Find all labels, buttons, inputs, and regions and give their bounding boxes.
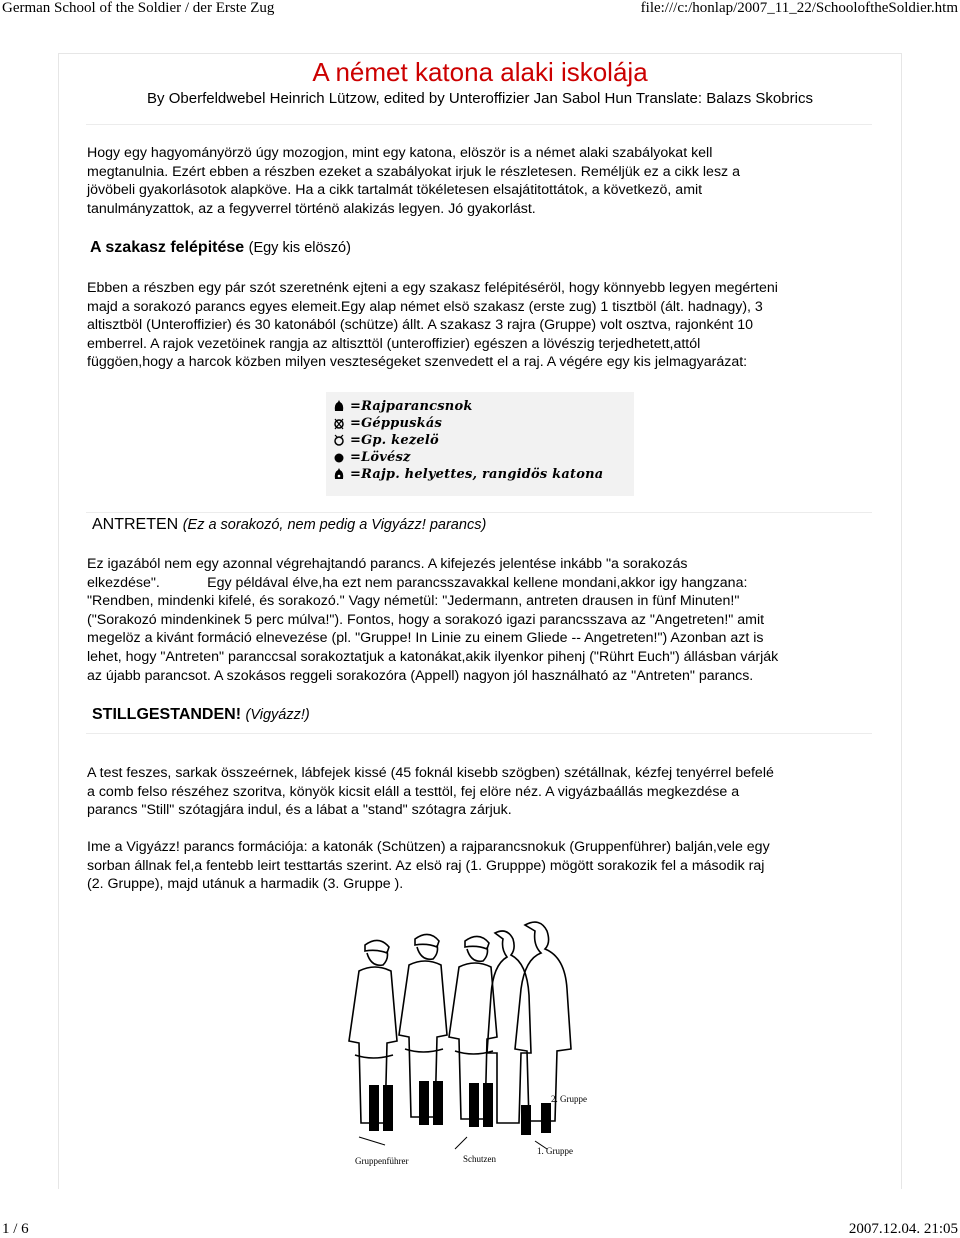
heading-text: STILLGESTANDEN! — [92, 706, 242, 723]
text-line: Hogy egy hagyományörzö úgy mozogjon, mint egy katona, elöször is a német alaki szabályokat kell — [87, 145, 713, 161]
legend-item — [332, 432, 439, 448]
squad-leader-icon — [332, 399, 346, 413]
legend-label: =Rajp. helyettes, rangidös katona — [350, 466, 604, 482]
antreten-paragraph — [87, 555, 873, 685]
text-line: elkezdése". Egy példával élve,ha ezt nem parancsszavakkal kellene mondani,akkor igy hangzana: — [87, 574, 748, 591]
divider — [86, 512, 872, 513]
text-line: megelöz a kivánt formáció elnevezése (pl. "Gruppe! In Linie zu einem Gliede -- Angetreten!") Azonban azt is — [87, 630, 764, 647]
machine-gunner-icon — [332, 416, 346, 430]
text-line: az újabb parancsot. A szokásos reggeli sorakozóra (Appell) nagyon jól használható az "Antreten" parancs. — [87, 667, 754, 684]
print-header — [0, 0, 960, 20]
heading-text: A szakasz felépitése — [90, 239, 245, 256]
intro-paragraph — [87, 144, 873, 218]
text-line: emberrel. A rajok vezetöinek rangja az altiszttöl (unteroffizier) egészen a lövészig terjedhetett,attól — [87, 335, 701, 352]
divider — [86, 733, 872, 734]
legend-label: =Géppuskás — [350, 415, 442, 431]
text-line: függöen,hogy a harcok közben milyen veszteségeket szenvedett el a raj. A végére egy kis jelmagyarázat: — [87, 354, 748, 371]
text-line: Ebben a részben egy pár szót szeretnénk ejteni a egy szakasz felépitéséröl, hogy könnyebb legyen megérteni — [87, 280, 778, 296]
text-line: lehet, hogy "Antreten" paranccsal sorakoztatjuk a katonákat,akik ilyenkor pihenj ("Rührt Euch") állásban várják — [87, 648, 779, 665]
platoon-paragraph — [87, 279, 873, 372]
rifleman-icon — [332, 450, 346, 464]
stillgestanden-paragraph — [87, 764, 873, 820]
print-url: file:///c:/honlap/2007_11_22/SchooloftheSoldier.htm — [640, 0, 958, 16]
group2-label: 2. Gruppe — [551, 1094, 587, 1104]
legend-item — [332, 398, 473, 414]
text-line: Ime a Vigyázz! parancs formációja: a katonák (Schützen) a rajparancsnokuk (Gruppenführer) balján,vele egy — [87, 839, 770, 855]
print-title: German School of the Soldier / der Erste Zug — [2, 0, 275, 16]
legend-item — [332, 466, 603, 482]
page-number: 1 / 6 — [2, 1221, 29, 1237]
section-heading-stillgestanden — [92, 705, 310, 725]
formation-illustration — [345, 905, 595, 1170]
text-line: megtanulnia. Ezért ebben a részben ezeket a szabályokat irjuk le részletesen. Reméljük ez a cikk lesz a — [87, 163, 740, 180]
heading-note: (Ez a sorakozó, nem pedig a Vigyázz! parancs) — [182, 517, 487, 533]
heading-note: (Vigyázz!) — [245, 707, 310, 723]
text-line: Ez igazából nem egy azonnal végrehajtandó parancs. A kifejezés jelentése inkább "a sorakozás — [87, 556, 688, 572]
text-line: a comb felso részéhez szoritva, könyök kicsit eláll a testtöl, fej elöre néz. A vigyázbaállás megkezdése a — [87, 783, 740, 800]
legend-item — [332, 415, 442, 431]
legend-label: =Lövész — [350, 449, 411, 465]
symbol-legend — [326, 392, 634, 496]
byline: By Oberfeldwebel Heinrich Lützow, edited by Unteroffizier Jan Sabol Hun Translate: Balazs Skobrics — [147, 90, 813, 107]
text-line: parancs "Still" szótagjára indul, és a lábat a "stand" szótagra zárjuk. — [87, 802, 512, 819]
print-footer — [0, 1221, 960, 1238]
heading-text: ANTRETEN — [92, 516, 179, 533]
text-line: jövöbeli gyakorlásotok alapköve. Ha a cikk tartalmát tökéletesen elsajátitottátok, a következö, amit — [87, 182, 703, 199]
leader-label: Gruppenführer — [355, 1156, 409, 1166]
text-line: ("Sorakozó mindenkinek 5 perc múlva!"). Fontos, hogy a sorakozó igazi parancsszava az "Angetreten!" amit — [87, 611, 765, 628]
soldiers-label: Schutzen — [463, 1154, 496, 1164]
text-line: altisztböl (Unteroffizier) és 30 katonából (schütze) állt. A szakasz 3 rajra (Gruppe) volt osztva, rajonként 10 — [87, 317, 754, 334]
print-datetime: 2007.12.04. 21:05 — [848, 1221, 958, 1237]
legend-label: =Gp. kezelö — [350, 432, 439, 448]
text-line: A test feszes, sarkak összeérnek, lábfejek kissé (45 foknál kisebb szögben) szétállnak, kézfej tenyérrel befelé — [87, 765, 774, 781]
text-line: tanulmányzattok, az a fegyverrel történö alakizás legyen. Jó gyakorlást. — [87, 200, 536, 217]
heading-note: (Egy kis elöszó) — [248, 240, 351, 256]
formation-paragraph — [87, 838, 873, 894]
mg-assistant-icon — [332, 433, 346, 447]
section-heading-antreten — [92, 515, 486, 535]
legend-label: =Rajparancsnok — [350, 398, 473, 414]
group1-label: 1. Gruppe — [537, 1146, 573, 1156]
legend-item — [332, 449, 411, 465]
text-line: (2. Gruppe), majd utánuk a harmadik (3. Gruppe ). — [87, 876, 404, 893]
deputy-leader-icon — [332, 467, 346, 481]
text-line: "Rendben, mindenki kifelé, és sorakozó." Vagy németül: "Jedermann, antreten drausen in fünf Minuten!" — [87, 593, 740, 610]
page-title: A német katona alaki iskolája — [312, 57, 648, 87]
text-line: majd a sorakozó parancs egyes elemeit.Egy alap német elsö szakasz (erste zug) 1 tisztböl (ált. hadnagy), 3 — [87, 298, 763, 315]
divider — [86, 124, 872, 125]
section-heading-platoon — [90, 238, 351, 258]
text-line: sorban állnak fel,a fentebb leirt testtartás szerint. Az elsö raj (1. Grupppe) mögött sorakozik fel a második raj — [87, 857, 765, 874]
